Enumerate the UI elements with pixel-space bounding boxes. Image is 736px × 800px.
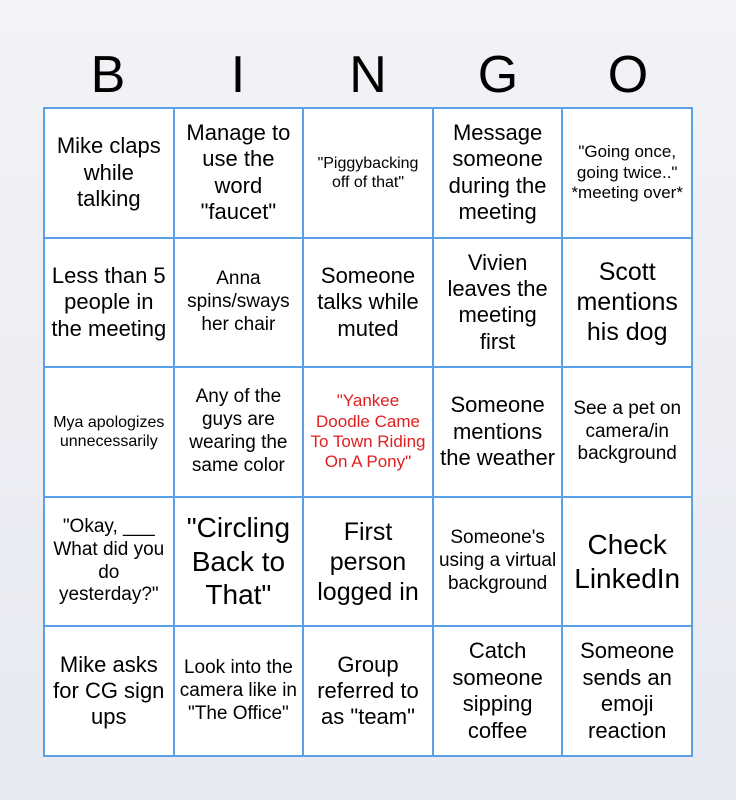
- header-letter-o: O: [607, 46, 649, 104]
- cell-text: "Piggybacking off of that": [317, 154, 419, 191]
- bingo-cell[interactable]: [303, 108, 433, 238]
- bingo-cell[interactable]: [174, 367, 304, 497]
- bingo-cell[interactable]: [303, 238, 433, 368]
- bingo-cell[interactable]: [562, 626, 692, 756]
- bingo-cell[interactable]: [433, 497, 563, 627]
- bingo-cell[interactable]: [174, 108, 304, 238]
- bingo-cell[interactable]: [44, 367, 174, 497]
- cell-text: Manage to use the word "faucet": [186, 120, 291, 225]
- cell-text: Message someone during the meeting: [448, 120, 547, 225]
- bingo-cell[interactable]: [433, 367, 563, 497]
- cell-text: Mike claps while talking: [56, 133, 161, 211]
- bingo-cell[interactable]: [174, 497, 304, 627]
- bingo-cell[interactable]: [174, 238, 304, 368]
- bingo-cell[interactable]: [562, 108, 692, 238]
- cell-text: Catch someone sipping coffee: [452, 638, 543, 743]
- bingo-board: [43, 107, 693, 757]
- cell-text: Anna spins/sways her chair: [187, 268, 290, 335]
- bingo-cell[interactable]: [44, 626, 174, 756]
- header-letter-i: I: [230, 46, 246, 104]
- header-letter-n: N: [349, 46, 387, 104]
- bingo-cell[interactable]: [303, 626, 433, 756]
- header-letter-b: B: [90, 46, 126, 104]
- bingo-cell[interactable]: [44, 108, 174, 238]
- bingo-cell[interactable]: [433, 238, 563, 368]
- cell-text: Check LinkedIn: [574, 529, 681, 594]
- cell-text: "Okay, ___ What did you do yesterday?": [53, 516, 165, 606]
- bingo-cell[interactable]: [44, 238, 174, 368]
- cell-text: Scott mentions his dog: [576, 258, 678, 347]
- header-letter-g: G: [477, 46, 519, 104]
- cell-text: Group referred to as "team": [317, 651, 419, 730]
- cell-text: Look into the camera like in "The Office": [179, 657, 297, 724]
- cell-text: Less than 5 people in the meeting: [51, 262, 167, 341]
- cell-text: See a pet on camera/in background: [573, 397, 682, 465]
- cell-text: "Circling Back to That": [186, 512, 291, 611]
- bingo-cell[interactable]: [433, 108, 563, 238]
- free-space-cell[interactable]: [303, 367, 433, 497]
- cell-text: Mike asks for CG sign ups: [53, 651, 165, 730]
- cell-text: Someone's using a virtual background: [438, 527, 557, 594]
- bingo-cell[interactable]: [562, 497, 692, 627]
- bingo-header: [43, 42, 693, 108]
- bingo-cell[interactable]: [44, 497, 174, 627]
- free-space-text: "Yankee Doodle Came To Town Riding On A Pony": [310, 391, 426, 472]
- bingo-cell[interactable]: [562, 367, 692, 497]
- bingo-cell[interactable]: [562, 238, 692, 368]
- cell-text: "Going once, going twice.." *meeting over*: [571, 142, 683, 202]
- cell-text: Vivien leaves the meeting first: [447, 249, 548, 354]
- bingo-cell[interactable]: [433, 626, 563, 756]
- cell-text: Someone sends an emoji reaction: [580, 638, 675, 743]
- bingo-cell[interactable]: [174, 626, 304, 756]
- cell-text: Someone talks while muted: [317, 262, 419, 341]
- cell-text: First person logged in: [317, 517, 419, 606]
- bingo-cell[interactable]: [303, 497, 433, 627]
- cell-text: Someone mentions the weather: [440, 392, 556, 471]
- cell-text: Mya apologizes unnecessarily: [53, 413, 165, 450]
- cell-text: Any of the guys are wearing the same color: [189, 386, 288, 476]
